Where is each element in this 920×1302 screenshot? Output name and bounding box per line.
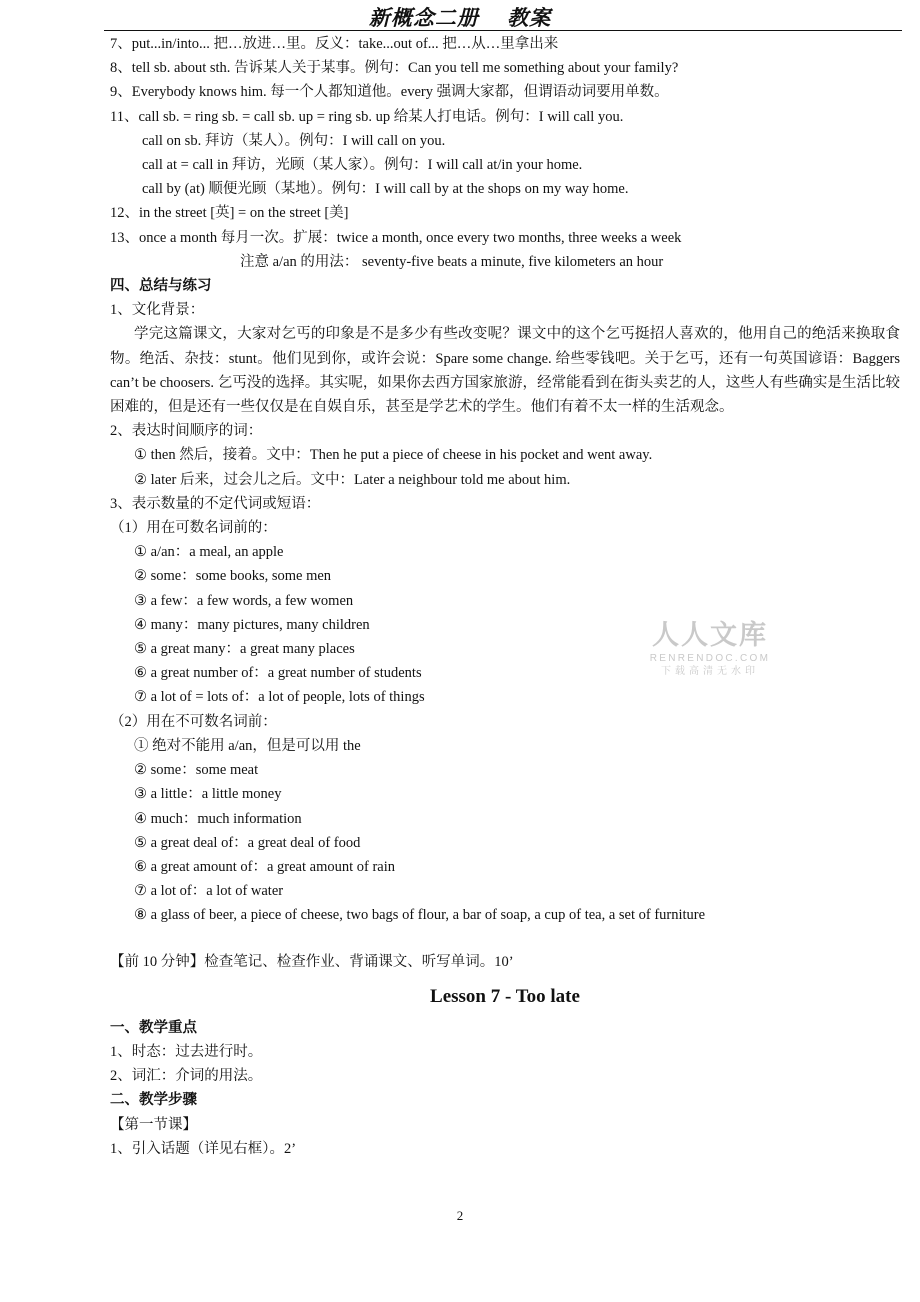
watermark-logo <box>645 620 775 679</box>
page-number: 2 <box>456 1208 464 1223</box>
subsection-title: 3、表示数量的不定代词或短语： <box>110 495 321 512</box>
watermark-en: RENRENDOC.COM <box>649 653 771 664</box>
list-item: ② some：some meat <box>134 762 259 779</box>
vocabulary-notes <box>110 32 900 274</box>
period-label: 【第一节课】 <box>110 1116 197 1133</box>
note-line: 11、call sb. = ring sb. = call sb. up = ring sb. up 给某人打电话。例句：I will call you. <box>110 108 624 125</box>
section-heading: 二、教学步骤 <box>110 1092 197 1109</box>
note-line: call at = call in 拜访，光顾（某人家）。例句：I will call at/in your home. <box>142 157 583 174</box>
watermark-cn: 人人文库 <box>652 620 768 651</box>
list-item: 2、词汇：介词的用法。 <box>110 1068 263 1085</box>
note-line: 7、put...in/into... 把…放进…里。反义：take...out of... 把…从…里拿出来 <box>110 36 559 52</box>
section-heading: 一、教学重点 <box>110 1019 197 1036</box>
group-title: （2）用在不可数名词前： <box>110 713 277 730</box>
document-body <box>110 32 900 1161</box>
list-item: ② later 后来，过会儿之后。文中：Later a neighbour told me about him. <box>134 471 571 488</box>
list-item: ③ a little：a little money <box>134 786 282 803</box>
header-rule <box>104 30 902 31</box>
note-line: 8、tell sb. about sth. 告诉某人关于某事。例句：Can you tell me something about your family? <box>110 60 679 77</box>
list-item: 1、引入话题（详见右框）。2’ <box>110 1140 297 1157</box>
subsection-title: 1、文化背景： <box>110 302 205 319</box>
spacer <box>110 928 900 950</box>
list-item: ⑥ a great amount of：a great amount of rain <box>134 858 396 875</box>
note-line: call by (at) 顺便光顾（某地）。例句：I will call by at the shops on my way home. <box>142 181 629 198</box>
list-item: ② some：some books, some men <box>134 568 332 585</box>
note-line: 12、in the street [英] = on the street [美] <box>110 205 349 222</box>
note-line: 13、once a month 每月一次。扩展：twice a month, once every two months, three weeks a week <box>110 229 682 246</box>
list-item: ④ many：many pictures, many children <box>134 616 370 633</box>
list-item: ⑤ a great deal of：a great deal of food <box>134 834 361 851</box>
list-item: ⑧ a glass of beer, a piece of cheese, two bags of flour, a bar of soap, a cup of tea, a set of furniture <box>134 907 706 924</box>
list-item: ⑦ a lot of：a lot of water <box>134 883 284 900</box>
list-item: ④ much：much information <box>134 810 302 827</box>
list-item: ⑦ a lot of = lots of：a lot of people, lots of things <box>134 689 425 706</box>
list-item: ③ a few：a few words, a few women <box>134 592 354 609</box>
list-item: ① a/an：a meal, an apple <box>134 544 284 561</box>
page-header <box>0 0 920 32</box>
list-item: ① 绝对不能用 a/an，但是可以用 the <box>134 737 361 754</box>
note-line: 9、Everybody knows him. 每一个人都知道他。every 强调大家都，但谓语动词要用单数。 <box>110 84 669 101</box>
header-title: 新概念二册 教案 <box>368 6 552 30</box>
lesson-title: Lesson 7 - Too late <box>430 985 580 1007</box>
list-item: ⑥ a great number of：a great number of students <box>134 665 422 682</box>
note-line: call on sb. 拜访（某人）。例句：I will call on you. <box>142 132 446 149</box>
pre-class-note: 【前 10 分钟】检查笔记、检查作业、背诵课文、听写单词。10’ <box>110 953 514 970</box>
list-item: 1、时态：过去进行时。 <box>110 1043 263 1060</box>
culture-paragraph: 学完这篇课文，大家对乞丐的印象是不是多少有些改变呢？课文中的这个乞丐挺招人喜欢的，他用自己的绝活来换取食物。绝活、杂技：stunt。他们见到你，或许会说：Spare some change. 给些零钱吧。关于乞丐，还有一句英国谚语：Baggers can’t be choosers. 乞丐没的选择。其实呢，如果你去西方国家旅游，经常能看到在街头卖艺的人，这些人有些确实是生活比较困难的，但是还有一些仅仅是在自娱自乐，甚至是学艺术的学生。他们有着不太一样的生活观念。 <box>110 326 900 416</box>
subsection-title: 2、表达时间顺序的词： <box>110 423 263 440</box>
list-item: ① then 然后，接着。文中：Then he put a piece of cheese in his pocket and went away. <box>134 447 653 464</box>
section-heading: 四、总结与练习 <box>110 278 212 295</box>
watermark-sub: 下载高清无水印 <box>661 666 759 677</box>
list-item: ⑤ a great many：a great many places <box>134 641 355 658</box>
note-line: 注意 a/an 的用法： seventy-five beats a minute, five kilometers an hour <box>240 253 664 270</box>
group-title: （1）用在可数名词前的： <box>110 520 277 537</box>
